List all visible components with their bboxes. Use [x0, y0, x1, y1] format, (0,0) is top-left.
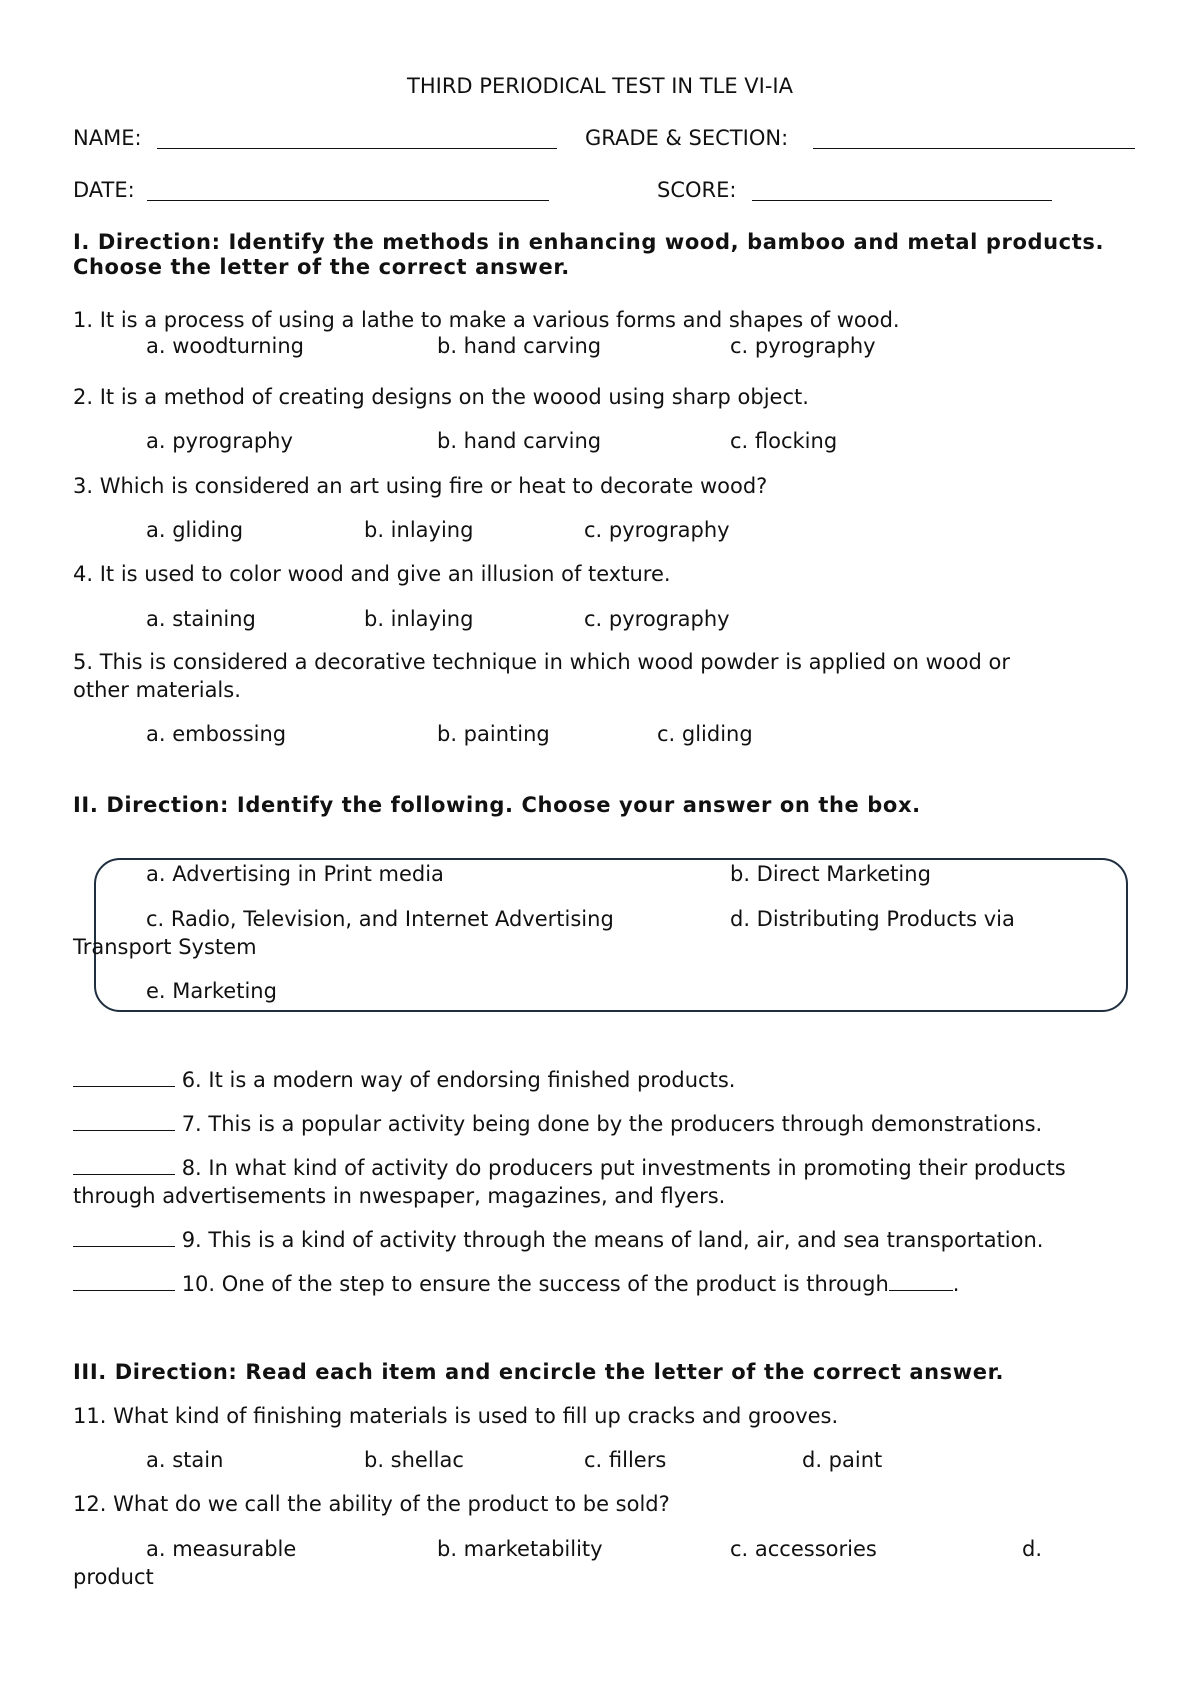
question-6: 6. It is a modern way of endorsing finished products.: [181, 1068, 736, 1092]
question-7-row: [73, 1112, 1042, 1136]
box-choice-b: b. Direct Marketing: [730, 862, 931, 886]
date-field-line[interactable]: [147, 200, 549, 201]
q11-option-b: b. shellac: [364, 1448, 464, 1472]
q11-option-a: a. stain: [146, 1448, 224, 1472]
q4-option-b: b. inlaying: [364, 607, 474, 631]
q3-option-a: a. gliding: [146, 518, 244, 542]
question-8-row: [73, 1156, 1066, 1180]
question-10-row: [73, 1272, 959, 1296]
q4-option-a: a. staining: [146, 607, 256, 631]
question-1: 1. It is a process of using a lathe to make a various forms and shapes of wood.: [73, 308, 900, 332]
date-label: DATE:: [73, 178, 135, 202]
question-11: 11. What kind of finishing materials is used to fill up cracks and grooves.: [73, 1404, 839, 1428]
q1-option-c: c. pyrography: [730, 334, 876, 358]
answer-blank-7[interactable]: [73, 1112, 175, 1131]
question-8-line2: through advertisements in nwespaper, magazines, and flyers.: [73, 1184, 726, 1208]
q2-option-a: a. pyrography: [146, 429, 293, 453]
q12-option-d: d.: [1022, 1537, 1043, 1561]
question-9: 9. This is a kind of activity through the means of land, air, and sea transportation.: [181, 1228, 1044, 1252]
score-label: SCORE:: [657, 178, 737, 202]
q12-option-d-continued: product: [73, 1565, 154, 1589]
grade-section-field-line[interactable]: [813, 148, 1135, 149]
part2-direction: II. Direction: Identify the following. Choose your answer on the box.: [73, 793, 921, 817]
name-field-line[interactable]: [157, 148, 557, 149]
answer-blank-6[interactable]: [73, 1068, 175, 1087]
box-choice-a: a. Advertising in Print media: [146, 862, 444, 886]
question-2: 2. It is a method of creating designs on the woood using sharp object.: [73, 385, 809, 409]
q12-option-a: a. measurable: [146, 1537, 297, 1561]
inline-blank-10[interactable]: [889, 1272, 953, 1291]
part1-direction-line2: Choose the letter of the correct answer.: [73, 255, 570, 279]
question-4: 4. It is used to color wood and give an illusion of texture.: [73, 562, 671, 586]
box-choice-d-continued: Transport System: [73, 935, 257, 959]
q11-option-d: d. paint: [802, 1448, 883, 1472]
page-title: THIRD PERIODICAL TEST IN TLE VI-IA: [407, 74, 793, 98]
q1-option-a: a. woodturning: [146, 334, 305, 358]
question-5-line1: 5. This is considered a decorative technique in which wood powder is applied on wood or: [73, 650, 1010, 674]
question-12: 12. What do we call the ability of the product to be sold?: [73, 1492, 670, 1516]
question-10-end: .: [952, 1272, 960, 1296]
q4-option-c: c. pyrography: [584, 607, 730, 631]
part1-direction-line1: I. Direction: Identify the methods in enhancing wood, bamboo and metal products.: [73, 230, 1105, 254]
q2-option-c: c. flocking: [730, 429, 838, 453]
q3-option-c: c. pyrography: [584, 518, 730, 542]
q2-option-b: b. hand carving: [437, 429, 602, 453]
q5-option-a: a. embossing: [146, 722, 287, 746]
question-6-row: [73, 1068, 735, 1092]
name-label: NAME:: [73, 126, 142, 150]
box-choice-e: e. Marketing: [146, 979, 277, 1003]
q5-option-b: b. painting: [437, 722, 550, 746]
question-10: 10. One of the step to ensure the success of the product is through: [181, 1272, 889, 1296]
question-5-line2: other materials.: [73, 678, 241, 702]
score-field-line[interactable]: [752, 200, 1052, 201]
box-choice-d: d. Distributing Products via: [730, 907, 1015, 931]
q1-option-b: b. hand carving: [437, 334, 602, 358]
q3-option-b: b. inlaying: [364, 518, 474, 542]
question-3: 3. Which is considered an art using fire or heat to decorate wood?: [73, 474, 768, 498]
question-8-line1: 8. In what kind of activity do producers put investments in promoting their products: [181, 1156, 1066, 1180]
answer-blank-10[interactable]: [73, 1272, 175, 1291]
question-9-row: [73, 1228, 1043, 1252]
q12-option-c: c. accessories: [730, 1537, 877, 1561]
answer-blank-9[interactable]: [73, 1228, 175, 1247]
q12-option-b: b. marketability: [437, 1537, 603, 1561]
answer-blank-8[interactable]: [73, 1156, 175, 1175]
question-7: 7. This is a popular activity being done by the producers through demonstrations.: [181, 1112, 1043, 1136]
box-choice-c: c. Radio, Television, and Internet Advertising: [146, 907, 614, 931]
grade-section-label: GRADE & SECTION:: [585, 126, 789, 150]
q11-option-c: c. fillers: [584, 1448, 667, 1472]
q5-option-c: c. gliding: [657, 722, 753, 746]
part3-direction: III. Direction: Read each item and encircle the letter of the correct answer.: [73, 1360, 1005, 1384]
